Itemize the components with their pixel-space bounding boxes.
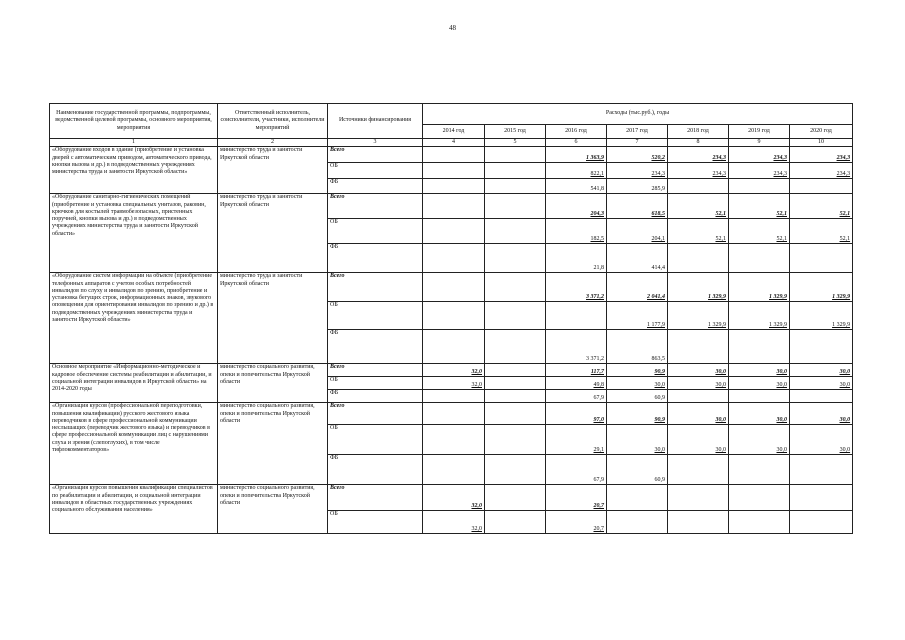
expense-value: 52,1 [668,219,729,244]
responsible-executor: министерство социального развития, опеки и попечительства Иркутской области [218,364,328,403]
funding-source: ФБ [328,455,423,485]
expense-value [485,147,546,163]
expense-value [485,455,546,485]
expense-value [668,455,729,485]
expense-value: 285,9 [607,179,668,194]
expense-value [668,330,729,364]
funding-source: Всего [328,485,423,511]
expense-value: 30,0 [668,403,729,425]
expense-value [729,244,790,273]
column-number: 9 [729,139,790,147]
expense-value: 30,0 [729,377,790,390]
expense-value [729,455,790,485]
expense-value: 29,1 [546,425,607,455]
column-number: 3 [328,139,423,147]
expense-value [485,390,546,403]
funding-source: Всего [328,364,423,377]
expense-value [790,455,853,485]
funding-source: ОБ [328,377,423,390]
expense-value [607,511,668,534]
expense-value [423,330,485,364]
expense-value: 30,0 [729,403,790,425]
expense-value: 204,1 [607,219,668,244]
expense-value: 520,2 [607,147,668,163]
expense-value: 1 329,9 [790,273,853,302]
expense-value [423,273,485,302]
column-number: 5 [485,139,546,147]
expense-value: 30,0 [668,377,729,390]
expense-value: 97,0 [546,403,607,425]
expense-value: 52,1 [790,219,853,244]
expense-value [423,147,485,163]
expense-value [729,390,790,403]
expense-value [607,485,668,511]
expense-value [485,511,546,534]
expense-value: 30,0 [790,377,853,390]
funding-source: Всего [328,194,423,219]
expense-value: 30,0 [790,364,853,377]
expense-value: 52,1 [729,194,790,219]
expense-value: 32,0 [423,364,485,377]
expense-value [790,179,853,194]
expense-value [790,511,853,534]
expense-value [485,194,546,219]
expense-value: 60,9 [607,390,668,403]
funding-source: ОБ [328,511,423,534]
expense-value [485,377,546,390]
expense-value: 30,0 [790,403,853,425]
expense-value: 1 329,9 [729,273,790,302]
expense-value [729,330,790,364]
expense-value: 414,4 [607,244,668,273]
expense-value [485,302,546,330]
expense-value [485,485,546,511]
expense-value [729,485,790,511]
table-row [50,364,853,377]
expense-value [423,194,485,219]
expense-value [423,163,485,179]
activity-name: «Оборудование систем информации на объекте (приобретение телефонных аппаратов с учетом особых потребностей инвалидов по слуху и инвалидов по зрению, приобретение и установка бегущих строк, информационных знаков, звукового оповещения для ориентирования инвалидов по зрению и др.) в подведомственных учреждениях министерства труда и занятости Иркутской области» [50,273,218,364]
activity-name: «Организация курсов (профессиональной переподготовки, повышения квалификации) русского жестового языка переводчиков в сфере профессиональной коммуникации неслышащих (переводчик жестового языка) и переводчиков в сфере профессиональной коммуникации лиц с нарушениями слуха и зрения (слепоглухих), в том числе тифлокомментаторов» [50,403,218,485]
table-row [50,485,853,511]
funding-source: ФБ [328,330,423,364]
expense-value [485,179,546,194]
expense-value: 90,9 [607,403,668,425]
expense-value: 234,3 [790,147,853,163]
funding-source: ФБ [328,244,423,273]
expense-value [423,302,485,330]
expense-value [790,330,853,364]
expense-value: 541,8 [546,179,607,194]
expense-value: 30,0 [668,425,729,455]
header-expenses: Расходы (тыс.руб.), годы [423,104,853,125]
header-year: 2015 год [485,125,546,139]
funding-source: Всего [328,147,423,163]
table-row [50,147,853,163]
funding-source: ОБ [328,302,423,330]
expense-value: 234,3 [607,163,668,179]
expense-value: 32,0 [423,511,485,534]
expense-value: 32,0 [423,377,485,390]
expense-value: 1 329,9 [668,302,729,330]
expense-value [423,179,485,194]
header-year: 2017 год [607,125,668,139]
expense-value [668,511,729,534]
header-responsible: Ответственный исполнитель, соисполнители, участники, исполнители мероприятий [218,104,328,139]
expense-value: 52,1 [668,194,729,219]
column-number: 2 [218,139,328,147]
table-row [50,194,853,219]
expense-value: 60,9 [607,455,668,485]
expense-value [668,390,729,403]
expense-value: 1 329,9 [668,273,729,302]
expense-value [423,244,485,273]
page-number: 48 [449,24,456,32]
budget-table [49,103,853,534]
expense-value: 2 041,4 [607,273,668,302]
expense-value: 863,5 [607,330,668,364]
responsible-executor: министерство социального развития, опеки и попечительства Иркутской области [218,403,328,485]
expense-value [485,330,546,364]
expense-value: 30,0 [729,364,790,377]
header-name: Наименование государственной программы, подпрограммы, ведомственной целевой программы, основного мероприятия, мероприятия [50,104,218,139]
expense-value: 49,8 [546,377,607,390]
expense-value [423,455,485,485]
table-row [50,403,853,425]
header-year: 2014 год [423,125,485,139]
expense-value: 20,7 [546,511,607,534]
expense-value: 117,7 [546,364,607,377]
funding-source: ОБ [328,163,423,179]
expense-value [485,425,546,455]
expense-value: 234,3 [668,147,729,163]
expense-value: 21,8 [546,244,607,273]
expense-value: 3 371,2 [546,273,607,302]
table-row [50,273,853,302]
column-number: 10 [790,139,853,147]
expense-value [729,179,790,194]
expense-value: 1 329,9 [790,302,853,330]
column-number: 6 [546,139,607,147]
column-number: 8 [668,139,729,147]
expense-value: 1 363,9 [546,147,607,163]
expense-value: 67,9 [546,390,607,403]
expense-value: 30,0 [790,425,853,455]
responsible-executor: министерство труда и занятости Иркутской области [218,273,328,364]
funding-source: ФБ [328,390,423,403]
expense-value [485,244,546,273]
expense-value [790,244,853,273]
expense-value [423,403,485,425]
expense-value [546,302,607,330]
responsible-executor: министерство труда и занятости Иркутской области [218,147,328,194]
expense-value: 67,9 [546,455,607,485]
expense-value: 1 177,9 [607,302,668,330]
header-source: Источники финансирования [328,104,423,139]
table-body [50,147,853,534]
expense-value: 52,1 [790,194,853,219]
expense-value [729,511,790,534]
activity-name: «Оборудование входов в здание (приобретение и установка дверей с автоматическим приводом, автоматического привода, кнопки вызова и др.) в подведомственных учреждениях министерства труда и занятости Иркутской области» [50,147,218,194]
expense-value [423,219,485,244]
funding-source: Всего [328,403,423,425]
expense-value [790,485,853,511]
expense-value: 234,3 [729,163,790,179]
activity-name: «Оборудование санитарно-гигиенических помещений (приобретение и установка специальных унитазов, раковин, крючков для костылей травмобезопасных, пристенных поручней, кнопки вызова и др.) в подведомственных учреждениях министерства труда и занятости Иркутской области» [50,194,218,273]
expense-value: 234,3 [668,163,729,179]
header-year: 2018 год [668,125,729,139]
expense-value: 90,9 [607,364,668,377]
expense-value: 3 371,2 [546,330,607,364]
expense-value: 822,1 [546,163,607,179]
expense-value: 20,7 [546,485,607,511]
activity-name: «Организация курсов повышения квалификации специалистов по реабилитации и абилитации, и социальной интеграции инвалидов в областных государственных учреждениях социального обслуживания населения» [50,485,218,534]
expense-value [423,425,485,455]
funding-source: Всего [328,273,423,302]
funding-source: ОБ [328,425,423,455]
expense-value: 234,3 [729,147,790,163]
header-year: 2020 год [790,125,853,139]
funding-source: ФБ [328,179,423,194]
expense-value: 182,5 [546,219,607,244]
expense-value: 52,1 [729,219,790,244]
expense-value [423,390,485,403]
expense-value: 32,0 [423,485,485,511]
expense-value: 618,5 [607,194,668,219]
expense-value [485,403,546,425]
activity-name: Основное мероприятие «Информационно-методическое и кадровое обеспечение системы реабилитации и абилитации, и социальной интеграции инвалидов в Иркутской области» на 2014-2020 годы [50,364,218,403]
header-year: 2019 год [729,125,790,139]
expense-value [485,364,546,377]
expense-value: 30,0 [607,377,668,390]
expense-value: 204,3 [546,194,607,219]
column-number: 4 [423,139,485,147]
expense-value: 234,3 [790,163,853,179]
expense-value [485,273,546,302]
column-number: 1 [50,139,218,147]
expense-value [485,163,546,179]
expense-value: 30,0 [668,364,729,377]
responsible-executor: министерство социального развития, опеки и попечительства Иркутской области [218,485,328,534]
expense-value [790,390,853,403]
funding-source: ОБ [328,219,423,244]
expense-value [668,244,729,273]
expense-value: 1 329,9 [729,302,790,330]
column-number: 7 [607,139,668,147]
expense-value [668,485,729,511]
responsible-executor: министерство труда и занятости Иркутской области [218,194,328,273]
expense-value [485,219,546,244]
expense-value: 30,0 [729,425,790,455]
expense-value: 30,0 [607,425,668,455]
header-year: 2016 год [546,125,607,139]
expense-value [668,179,729,194]
